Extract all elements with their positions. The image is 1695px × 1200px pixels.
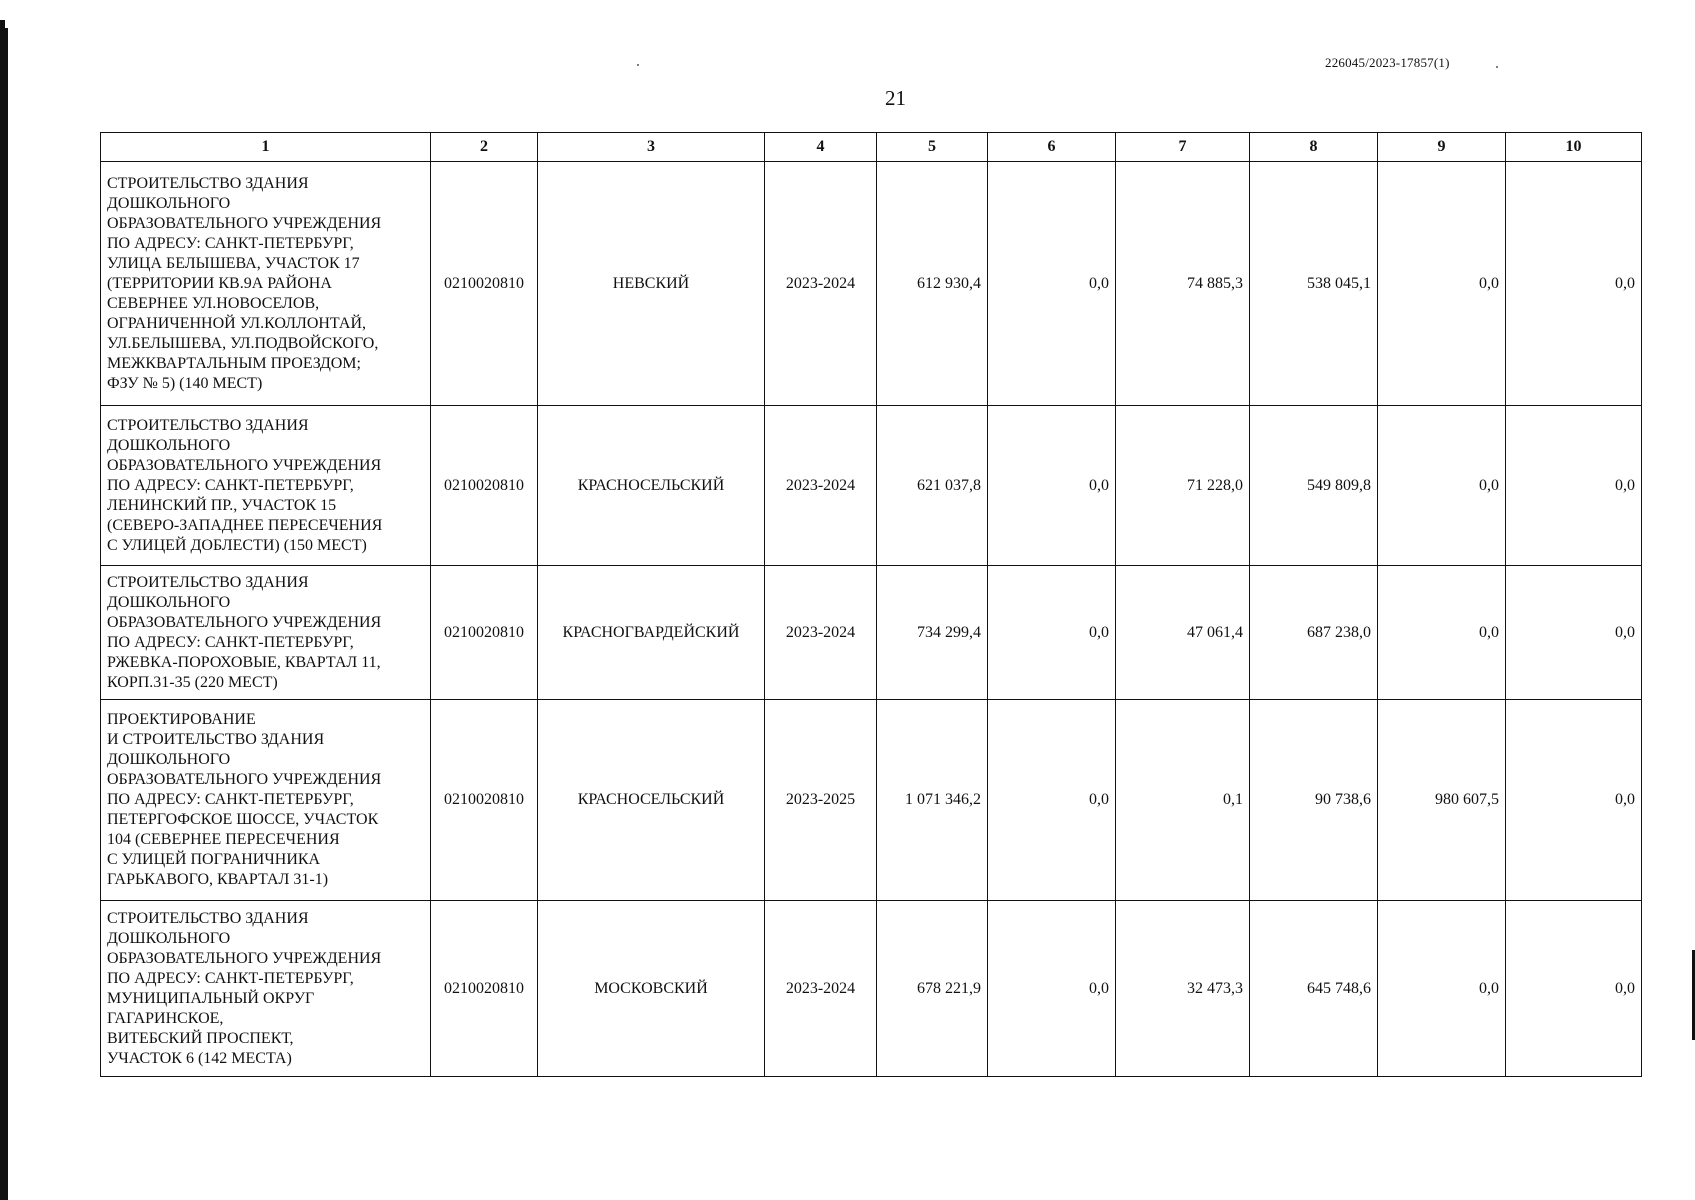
object-name-cell [101, 162, 431, 406]
value-cell-10: 0,0 [1506, 566, 1642, 700]
object-name-line: И СТРОИТЕЛЬСТВО ЗДАНИЯ [107, 731, 325, 748]
value-cell-8: 645 748,6 [1250, 901, 1378, 1077]
object-name-line: ФЗУ № 5) (140 МЕСТ) [107, 374, 263, 392]
value-cell-5: 612 930,4 [877, 162, 988, 406]
value-cell-7: 71 228,0 [1116, 406, 1250, 566]
budget-code-cell: 0210020810 [431, 700, 538, 901]
object-name-line: С УЛИЦЕЙ ДОБЛЕСТИ) (150 МЕСТ) [107, 536, 367, 554]
object-name-line: ОБРАЗОВАТЕЛЬНОГО УЧРЕЖДЕНИЯ [107, 456, 382, 474]
period-cell: 2023-2024 [765, 566, 877, 700]
object-name-line: ВИТЕБСКИЙ ПРОСПЕКТ, [107, 1029, 294, 1047]
page-number: 21 [885, 86, 906, 110]
value-cell-6: 0,0 [988, 566, 1116, 700]
period-cell: 2023-2024 [765, 901, 877, 1077]
district-cell: МОСКОВСКИЙ [538, 901, 765, 1077]
value-cell-9: 0,0 [1378, 901, 1506, 1077]
district-cell: НЕВСКИЙ [538, 162, 765, 406]
table-row [101, 566, 1642, 700]
column-header: 6 [988, 133, 1116, 162]
value-cell-10: 0,0 [1506, 901, 1642, 1077]
object-name-line: ДОШКОЛЬНОГО [107, 194, 231, 212]
scan-dot [637, 64, 639, 66]
budget-table [100, 132, 1642, 1077]
object-name-line: 104 (СЕВЕРНЕЕ ПЕРЕСЕЧЕНИЯ [107, 831, 340, 848]
value-cell-6: 0,0 [988, 162, 1116, 406]
column-header: 3 [538, 133, 765, 162]
value-cell-9: 0,0 [1378, 566, 1506, 700]
column-header: 2 [431, 133, 538, 162]
object-name-line: КОРП.31-35 (220 МЕСТ) [107, 673, 278, 691]
object-name-line: ПО АДРЕСУ: САНКТ-ПЕТЕРБУРГ, [107, 234, 354, 252]
budget-code-cell: 0210020810 [431, 406, 538, 566]
value-cell-10: 0,0 [1506, 406, 1642, 566]
object-name-cell [101, 700, 431, 901]
value-cell-5: 621 037,8 [877, 406, 988, 566]
document-id: 226045/2023-17857(1) [1325, 55, 1450, 70]
value-cell-8: 538 045,1 [1250, 162, 1378, 406]
scan-edge [0, 28, 8, 1200]
value-cell-9: 0,0 [1378, 406, 1506, 566]
value-cell-6: 0,0 [988, 700, 1116, 901]
object-name-line: МУНИЦИПАЛЬНЫЙ ОКРУГ [107, 989, 315, 1007]
object-name-line: УЛ.БЕЛЫШЕВА, УЛ.ПОДВОЙСКОГО, [107, 334, 379, 352]
column-header: 4 [765, 133, 877, 162]
object-name-line: СТРОИТЕЛЬСТВО ЗДАНИЯ [107, 416, 309, 434]
object-name-line: (ТЕРРИТОРИИ КВ.9А РАЙОНА [107, 274, 332, 292]
column-header: 1 [101, 133, 431, 162]
object-name-line: СТРОИТЕЛЬСТВО ЗДАНИЯ [107, 174, 309, 192]
value-cell-6: 0,0 [988, 406, 1116, 566]
object-name-cell [101, 406, 431, 566]
object-name-line: ПО АДРЕСУ: САНКТ-ПЕТЕРБУРГ, [107, 476, 354, 494]
value-cell-7: 0,1 [1116, 700, 1250, 901]
object-name-line: ПЕТЕРГОФСКОЕ ШОССЕ, УЧАСТОК [107, 811, 379, 828]
value-cell-5: 1 071 346,2 [877, 700, 988, 901]
value-cell-5: 678 221,9 [877, 901, 988, 1077]
object-name-line: РЖЕВКА-ПОРОХОВЫЕ, КВАРТАЛ 11, [107, 653, 381, 671]
object-name-line: СТРОИТЕЛЬСТВО ЗДАНИЯ [107, 573, 309, 591]
object-name-line: ОГРАНИЧЕННОЙ УЛ.КОЛЛОНТАЙ, [107, 314, 367, 332]
value-cell-7: 47 061,4 [1116, 566, 1250, 700]
budget-code-cell: 0210020810 [431, 162, 538, 406]
budget-code-cell: 0210020810 [431, 901, 538, 1077]
column-header: 9 [1378, 133, 1506, 162]
object-name-line: УЛИЦА БЕЛЫШЕВА, УЧАСТОК 17 [107, 254, 360, 272]
value-cell-8: 549 809,8 [1250, 406, 1378, 566]
value-cell-7: 74 885,3 [1116, 162, 1250, 406]
object-name-line: СЕВЕРНЕЕ УЛ.НОВОСЕЛОВ, [107, 294, 320, 312]
table-row [101, 700, 1642, 901]
value-cell-10: 0,0 [1506, 162, 1642, 406]
value-cell-8: 90 738,6 [1250, 700, 1378, 901]
period-cell: 2023-2024 [765, 162, 877, 406]
object-name-line: ГАГАРИНСКОЕ, [107, 1009, 224, 1027]
object-name-line: ЛЕНИНСКИЙ ПР., УЧАСТОК 15 [107, 496, 337, 514]
value-cell-9: 0,0 [1378, 162, 1506, 406]
object-name-line: ПРОЕКТИРОВАНИЕ [107, 711, 256, 728]
object-name-line: ДОШКОЛЬНОГО [107, 593, 231, 611]
table-row [101, 901, 1642, 1077]
column-header: 10 [1506, 133, 1642, 162]
object-name-line: ОБРАЗОВАТЕЛЬНОГО УЧРЕЖДЕНИЯ [107, 949, 382, 967]
object-name-line: ДОШКОЛЬНОГО [107, 929, 231, 947]
object-name-line: ОБРАЗОВАТЕЛЬНОГО УЧРЕЖДЕНИЯ [107, 214, 382, 232]
object-name-cell [101, 901, 431, 1077]
table-row [101, 406, 1642, 566]
budget-code-cell: 0210020810 [431, 566, 538, 700]
district-cell: КРАСНОГВАРДЕЙСКИЙ [538, 566, 765, 700]
object-name-line: ОБРАЗОВАТЕЛЬНОГО УЧРЕЖДЕНИЯ [107, 613, 382, 631]
object-name-line: ПО АДРЕСУ: САНКТ-ПЕТЕРБУРГ, [107, 969, 354, 987]
object-name-line: (СЕВЕРО-ЗАПАДНЕЕ ПЕРЕСЕЧЕНИЯ [107, 516, 383, 534]
scan-dot [1496, 66, 1498, 68]
object-name-line: ГАРЬКАВОГО, КВАРТАЛ 31-1) [107, 871, 329, 888]
district-cell: КРАСНОСЕЛЬСКИЙ [538, 406, 765, 566]
value-cell-10: 0,0 [1506, 700, 1642, 901]
object-name-line: ОБРАЗОВАТЕЛЬНОГО УЧРЕЖДЕНИЯ [107, 771, 382, 788]
object-name-line: МЕЖКВАРТАЛЬНЫМ ПРОЕЗДОМ; [107, 354, 361, 372]
value-cell-5: 734 299,4 [877, 566, 988, 700]
table-row [101, 162, 1642, 406]
period-cell: 2023-2024 [765, 406, 877, 566]
column-header: 5 [877, 133, 988, 162]
object-name-line: С УЛИЦЕЙ ПОГРАНИЧНИКА [107, 851, 321, 868]
object-name-line: ПО АДРЕСУ: САНКТ-ПЕТЕРБУРГ, [107, 791, 354, 808]
value-cell-8: 687 238,0 [1250, 566, 1378, 700]
object-name-line: ПО АДРЕСУ: САНКТ-ПЕТЕРБУРГ, [107, 633, 354, 651]
object-name-cell [101, 566, 431, 700]
object-name-line: УЧАСТОК 6 (142 МЕСТА) [107, 1049, 292, 1067]
object-name-line: СТРОИТЕЛЬСТВО ЗДАНИЯ [107, 909, 309, 927]
column-header: 8 [1250, 133, 1378, 162]
value-cell-9: 980 607,5 [1378, 700, 1506, 901]
value-cell-7: 32 473,3 [1116, 901, 1250, 1077]
district-cell: КРАСНОСЕЛЬСКИЙ [538, 700, 765, 901]
object-name-line: ДОШКОЛЬНОГО [107, 751, 231, 768]
column-header: 7 [1116, 133, 1250, 162]
period-cell: 2023-2025 [765, 700, 877, 901]
object-name-line: ДОШКОЛЬНОГО [107, 436, 231, 454]
value-cell-6: 0,0 [988, 901, 1116, 1077]
table-header-row [101, 133, 1642, 162]
